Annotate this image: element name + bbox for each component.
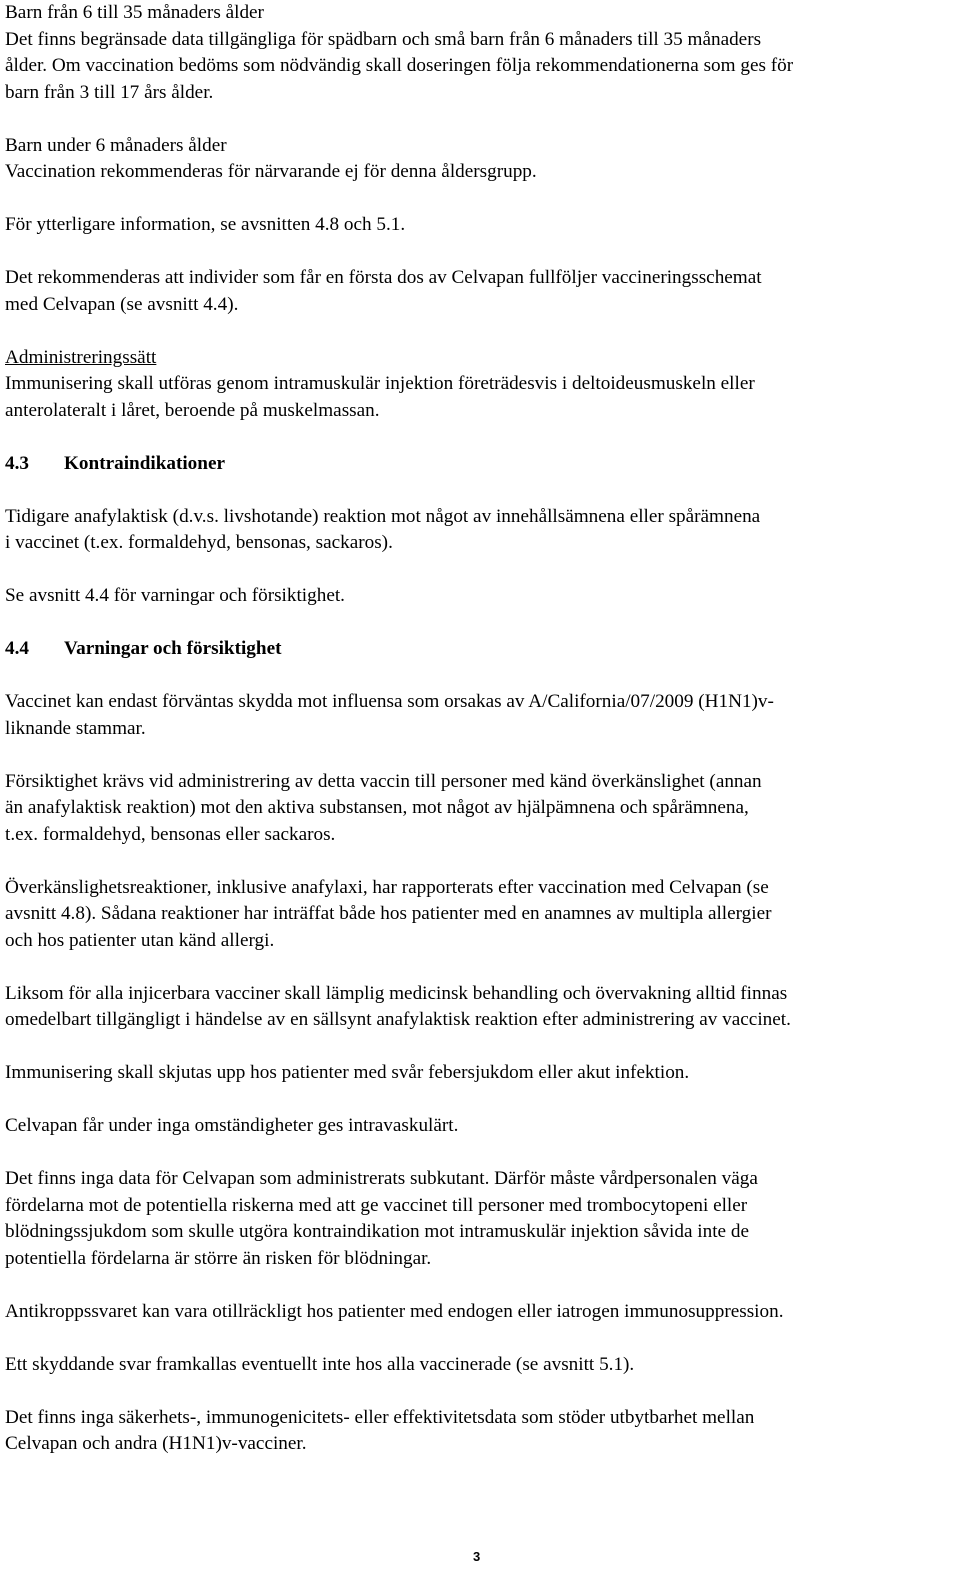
- text-line: barn från 3 till 17 års ålder.: [5, 81, 214, 103]
- text-line: anterolateralt i låret, beroende på muskelmassan.: [5, 399, 380, 421]
- text-line: blödningssjukdom som skulle utgöra kontraindikation mot intramuskulär injektion såvida inte de: [5, 1221, 749, 1242]
- text-line: ålder. Om vaccination bedöms som nödvändig skall doseringen följa rekommendationerna som ges för: [5, 55, 794, 76]
- text-line: med Celvapan (se avsnitt 4.4).: [5, 293, 239, 315]
- text-line: Immunisering skall utföras genom intramuskulär injektion företrädesvis i deltoideusmuskeln eller: [5, 373, 755, 394]
- text-line: Det finns begränsade data tillgängliga för spädbarn och små barn från 6 månaders till 35 månaders: [5, 28, 762, 50]
- text-line: Överkänslighetsreaktioner, inklusive anafylaxi, har rapporterats efter vaccination med Celvapan (se: [5, 876, 769, 898]
- text-line: Tidigare anafylaktisk (d.v.s. livshotande) reaktion mot något av innehållsämnena eller spårämnena: [5, 505, 761, 527]
- text-line: Celvapan och andra (H1N1)v-vacciner.: [5, 1433, 307, 1454]
- text-line: fördelarna mot de potentiella riskerna med att ge vaccinet till personer med trombocytopeni eller: [5, 1194, 748, 1216]
- document-page: [5, 0, 955, 1458]
- section-heading-4-4: [5, 636, 955, 663]
- text-line: och hos patienter utan känd allergi.: [5, 929, 275, 951]
- more-info-text: För ytterligare information, se avsnitten 4.8 och 5.1.: [5, 214, 406, 235]
- section-title: Kontraindikationer: [64, 452, 225, 474]
- text-line: avsnitt 4.8). Sådana reaktioner har inträffat både hos patienter med en anamnes av multipla allergier: [5, 903, 772, 924]
- text-line: t.ex. formaldehyd, bensonas eller sackaros.: [5, 823, 336, 845]
- section-number: 4.3: [5, 452, 29, 474]
- text-line: Det rekommenderas att individer som får en första dos av Celvapan fullföljer vaccineringsschemat: [5, 267, 762, 288]
- text-line: än anafylaktisk reaktion) mot den aktiva substansen, mot något av hjälpämnena och spårämnena,: [5, 797, 749, 818]
- section-heading-4-3: [5, 451, 955, 478]
- subheading-children-under-6: Barn under 6 månaders ålder: [5, 134, 227, 156]
- text-line: Det finns inga säkerhets-, immunogenicitets- eller effektivitetsdata som stöder utbytbarhet mellan: [5, 1406, 755, 1428]
- text-line: Antikroppssvaret kan vara otillräckligt hos patienter med endogen eller iatrogen immunosuppression.: [5, 1300, 784, 1322]
- text-line: Liksom för alla injicerbara vacciner skall lämplig medicinsk behandling och övervakning alltid finnas: [5, 982, 788, 1004]
- page-number: 3: [473, 1549, 481, 1564]
- subheading-administration: Administreringssätt: [5, 346, 157, 368]
- text-line: Ett skyddande svar framkallas eventuellt inte hos alla vaccinerade (se avsnitt 5.1).: [5, 1353, 635, 1375]
- text-line: liknande stammar.: [5, 717, 146, 739]
- text-line: i vaccinet (t.ex. formaldehyd, bensonas, sackaros).: [5, 532, 393, 553]
- text-line: omedelbart tillgängligt i händelse av en sällsynt anafylaktisk reaktion efter administrering av vaccinet.: [5, 1009, 791, 1030]
- text-line: Det finns inga data för Celvapan som administrerats subkutant. Därför måste vårdpersonalen väga: [5, 1168, 758, 1189]
- text-line: Vaccination rekommenderas för närvarande ej för denna åldersgrupp.: [5, 161, 537, 182]
- subheading-children-6-35: Barn från 6 till 35 månaders ålder: [5, 2, 264, 23]
- section-number: 4.4: [5, 638, 29, 659]
- see-also-text: Se avsnitt 4.4 för varningar och försiktighet.: [5, 585, 345, 606]
- text-line: potentiella fördelarna är större än risken för blödningar.: [5, 1247, 432, 1269]
- text-line: Försiktighet krävs vid administrering av detta vaccin till personer med känd överkänslighet (annan: [5, 770, 762, 792]
- text-line: Immunisering skall skjutas upp hos patienter med svår febersjukdom eller akut infektion.: [5, 1062, 690, 1083]
- text-line: Vaccinet kan endast förväntas skydda mot influensa som orsakas av A/California/07/2009 (H1N1)v-: [5, 691, 774, 712]
- text-line: Celvapan får under inga omständigheter ges intravaskulärt.: [5, 1115, 459, 1136]
- section-title: Varningar och försiktighet: [64, 638, 282, 659]
